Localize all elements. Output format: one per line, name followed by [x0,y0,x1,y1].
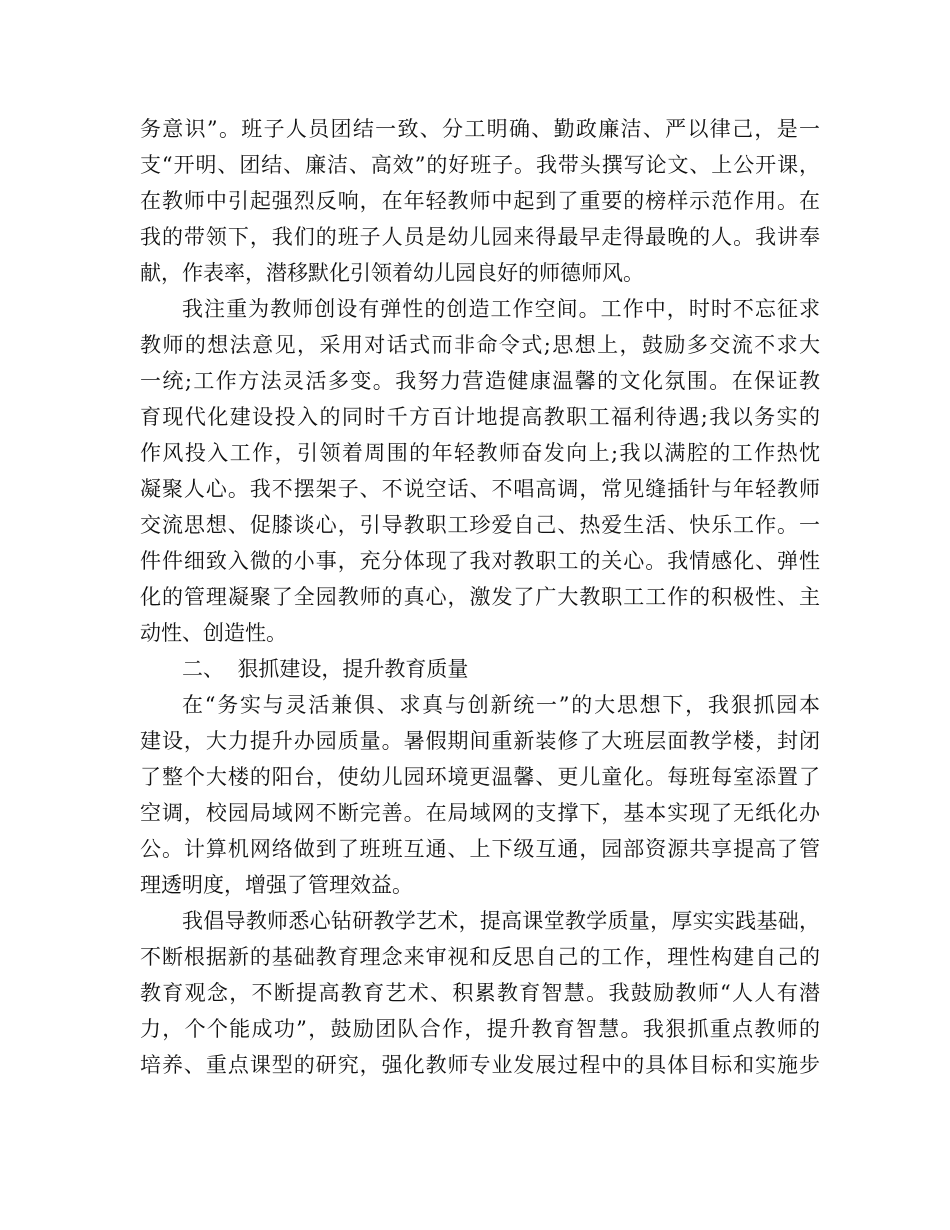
text-line: 作风投入工作，引领着周围的年轻教师奋发向上;我以满腔的工作热忱 [140,441,820,465]
text-line: 我注重为教师创设有弹性的创造工作空间。工作中，时时不忘征求 [182,297,820,321]
text-line: 我的带领下，我们的班子人员是幼儿园来得最早走得最晚的人。我讲奉 [140,225,820,249]
text-line: 我倡导教师悉心钻研教学艺术，提高课堂教学质量，厚实实践基础， [182,909,820,933]
text-line: 在教师中引起强烈反响，在年轻教师中起到了重要的榜样示范作用。在 [140,189,820,213]
text-line: 育现代化建设投入的同时千方百计地提高教职工福利待遇;我以务实的 [140,405,820,429]
section-heading: 二、 狠抓建设，提升教育质量 [182,657,469,681]
text-line: 培养、重点课型的研究，强化教师专业发展过程中的具体目标和实施步 [140,1053,820,1077]
text-line: 凝聚人心。我不摆架子、不说空话、不唱高调，常见缝插针与年轻教师 [140,477,820,501]
text-line: 了整个大楼的阳台，使幼儿园环境更温馨、更儿童化。每班每室添置了 [140,765,820,789]
text-line: 不断根据新的基础教育理念来审视和反思自己的工作，理性构建自己的 [140,945,820,969]
text-line: 理透明度，增强了管理效益。 [140,873,413,897]
text-line: 在“务实与灵活兼俱、求真与创新统一”的大思想下，我狠抓园本 [182,693,820,717]
text-line: 交流思想、促膝谈心，引导教职工珍爱自己、热爱生活、快乐工作。一 [140,513,820,537]
text-line: 献，作表率，潜移默化引领着幼儿园良好的师德师风。 [140,261,644,285]
text-line: 化的管理凝聚了全园教师的真心，激发了广大教职工工作的积极性、主 [140,585,820,609]
text-line: 公。计算机网络做到了班班互通、上下级互通，园部资源共享提高了管 [140,837,820,861]
text-line: 动性、创造性。 [140,621,287,645]
text-line: 件件细致入微的小事，充分体现了我对教职工的关心。我情感化、弹性 [140,549,820,573]
document-body [140,111,820,1083]
text-line: 务意识”。班子人员团结一致、分工明确、勤政廉洁、严以律己，是一 [140,117,820,141]
text-line: 空调，校园局域网不断完善。在局域网的支撑下，基本实现了无纸化办 [140,801,820,825]
text-line: 一统;工作方法灵活多变。我努力营造健康温馨的文化氛围。在保证教 [140,369,820,393]
text-line: 教育观念，不断提高教育艺术、积累教育智慧。我鼓励教师“人人有潜 [140,981,820,1005]
text-line: 建设，大力提升办园质量。暑假期间重新装修了大班层面教学楼，封闭 [140,729,820,753]
text-line: 力，个个能成功”，鼓励团队合作，提升教育智慧。我狠抓重点教师的 [140,1017,820,1041]
text-line: 教师的想法意见，采用对话式而非命令式;思想上，鼓励多交流不求大 [140,333,820,357]
text-line: 支“开明、团结、廉洁、高效”的好班子。我带头撰写论文、上公开课， [140,153,820,177]
